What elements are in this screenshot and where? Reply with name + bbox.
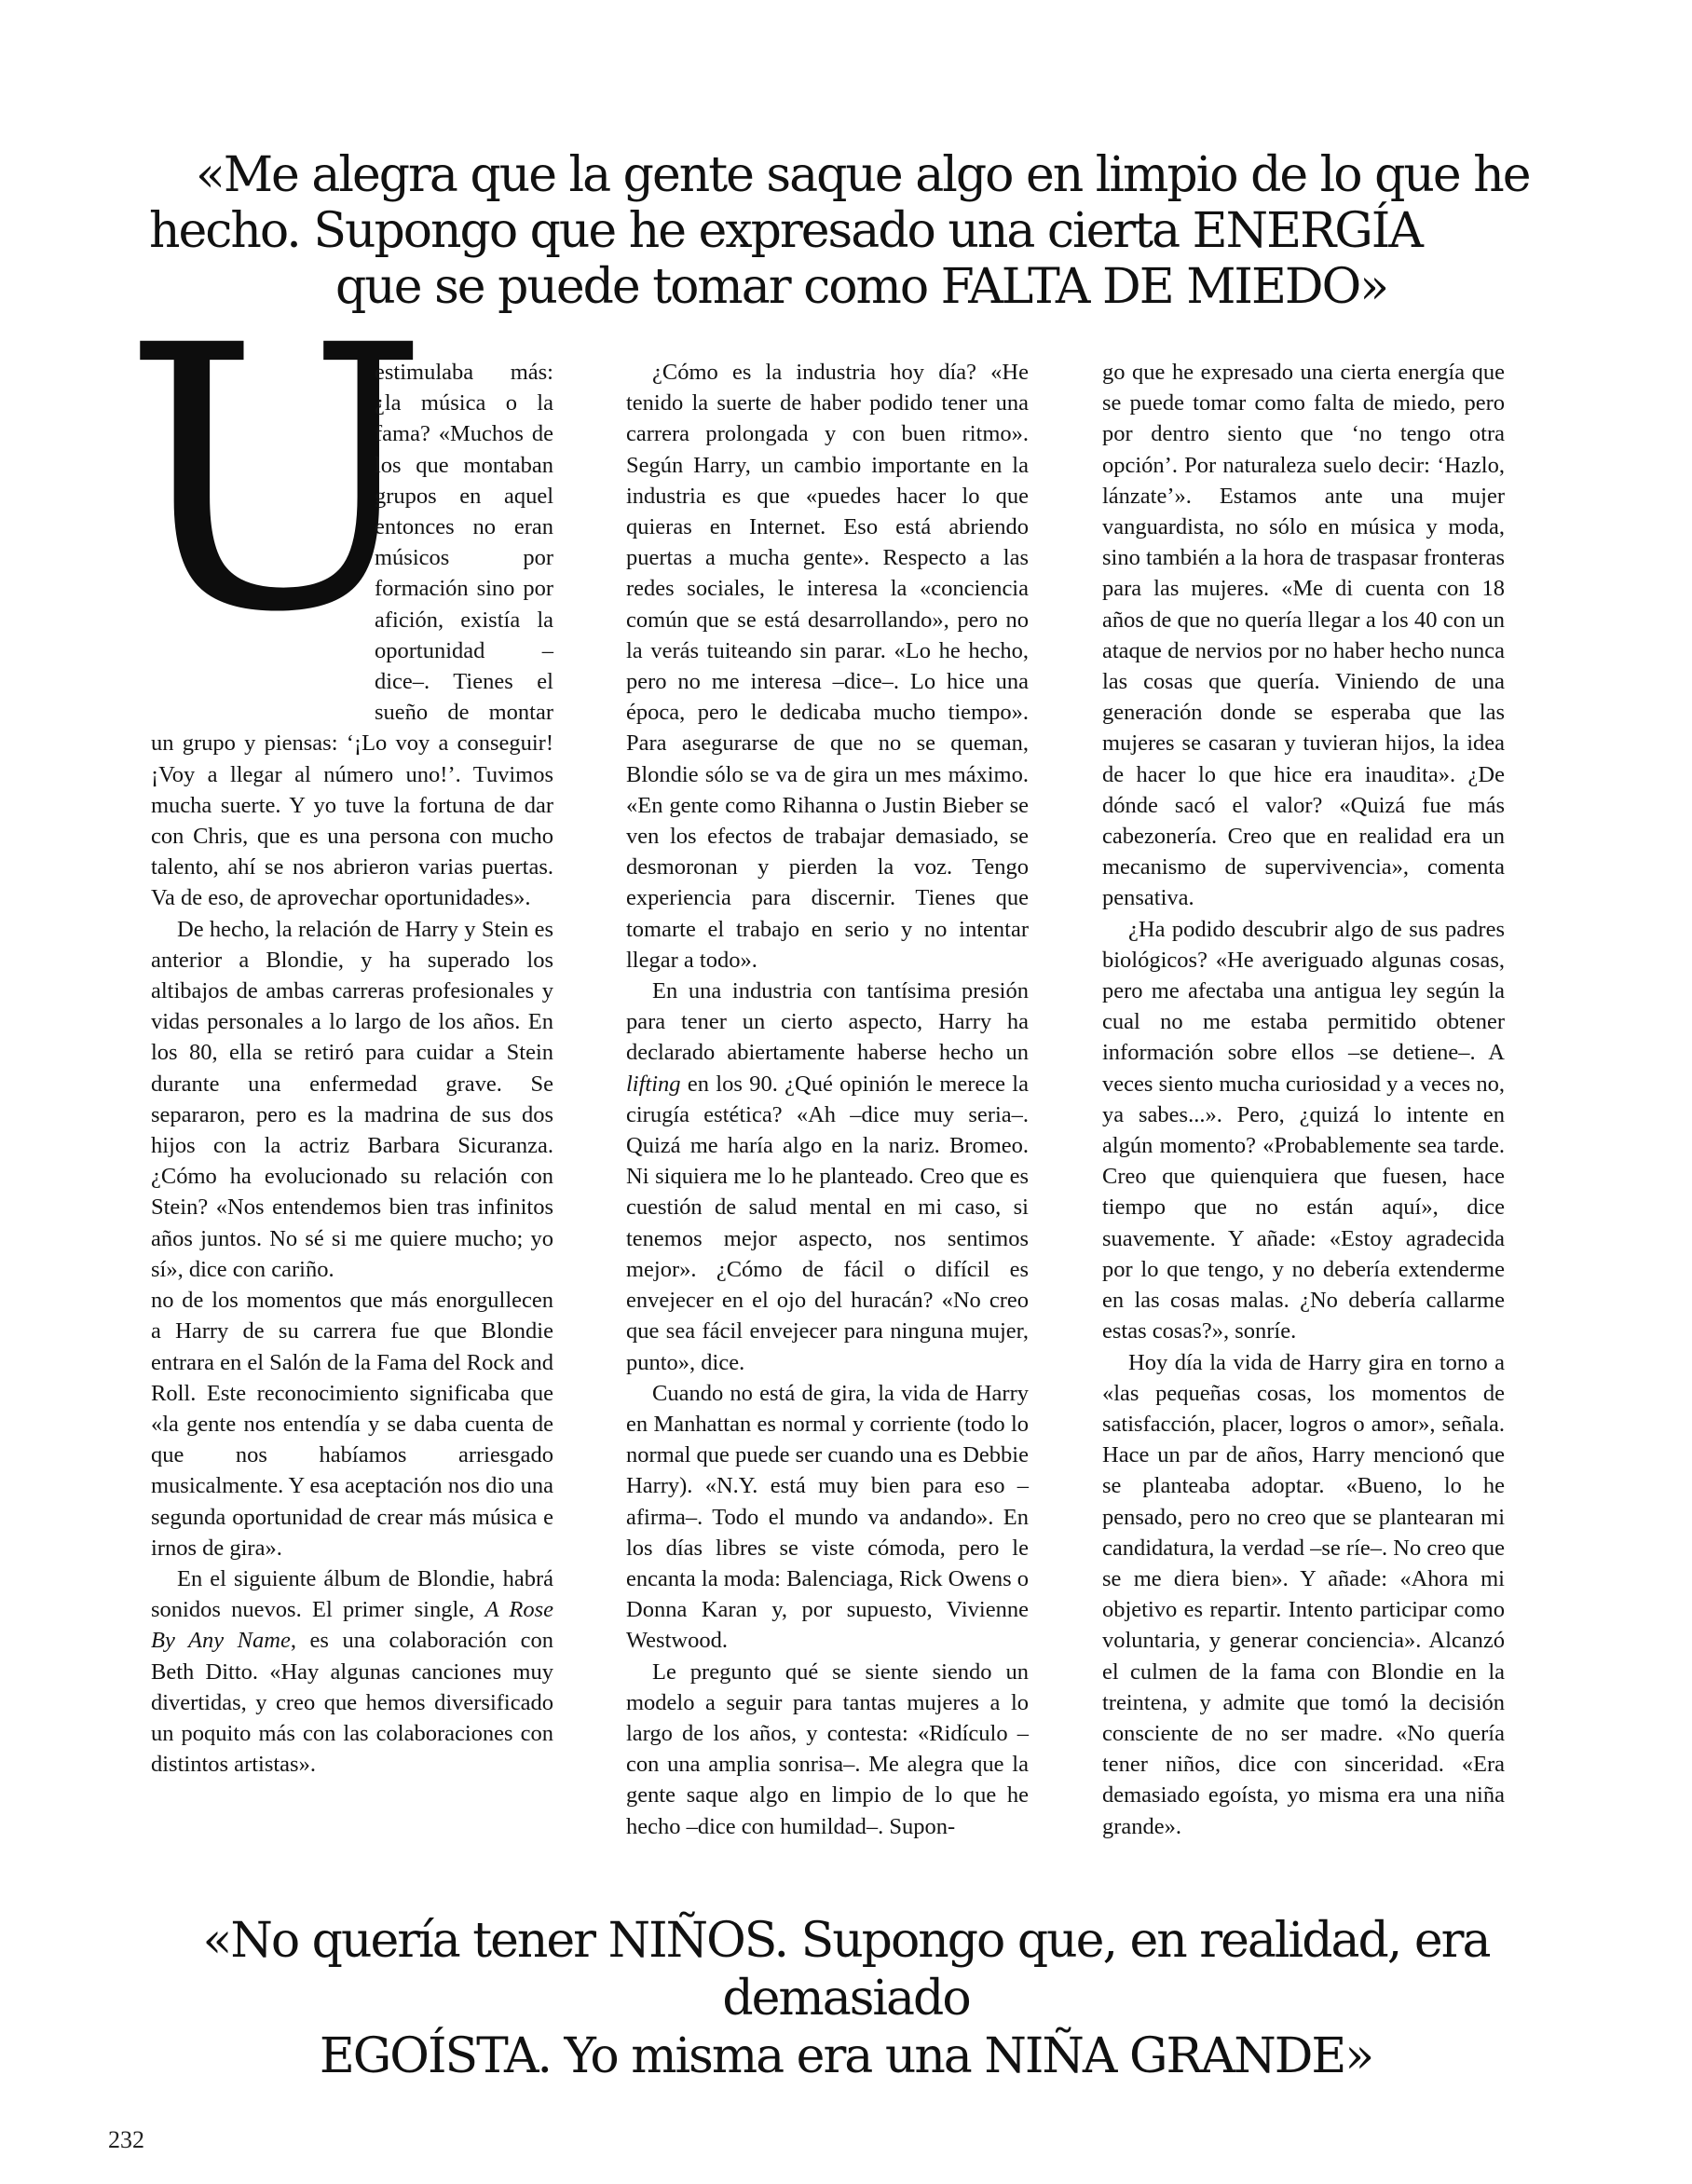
pull-quote-top-line: «Me alegra que la gente saque algo en limpio de lo que he bbox=[196, 147, 1530, 203]
paragraph: En el siguiente álbum de Blondie, habrá sonidos nuevos. El primer single, A Rose By Any Name, es una colaboración con Beth Ditto. «Hay algunas canciones muy divertidas, y creo que hemos diversificado un poquito más con las colaboraciones con distintos artistas». bbox=[151, 1565, 553, 1778]
paragraph: no de los momentos que más enorgullecen a Harry de su carrera fue que Blondie entrara en el Salón de la Fama del Rock and Roll. Este reconocimiento significaba que «la gente nos entendía y se daba cuenta de que nos habíamos arriesgado musicalmente. Y esa aceptación nos dio una segunda oportunidad de crear más música e irnos de gira». bbox=[151, 1288, 553, 1561]
paragraph: En una industria con tantísima presión para tener un cierto aspecto, Harry ha declarado abiertamente haberse hecho un lifting en los 90. ¿Qué opinión le merece la cirugía estética? «Ah –dice muy seria–. Quizá me haría algo en la nariz. Bromeo. Ni siquiera me lo he planteado. Creo que es cuestión de salud mental en mi caso, si tenemos mejor aspecto, nos sentimos mejor». ¿Cómo de fácil o difícil es envejecer en el ojo del huracán? «No creo que sea fácil envejecer para ninguna mujer, punto», dice. bbox=[626, 978, 1029, 1375]
paragraph: De hecho, la relación de Harry y Stein es anterior a Blondie, y ha superado los altibajos de ambas carreras profesionales y vidas personales a lo largo de los años. En los 80, ella se retiró para cuidar a Stein durante una enfermedad grave. Se separaron, pero es la madrina de sus dos hijos con la actriz Barbara Sicuranza. ¿Cómo ha evolucionado su relación con Stein? «Nos entendemos bien tras infinitos años juntos. No sé si me quiere mucho; yo sí», dice con cariño. bbox=[151, 916, 553, 1282]
single-title: A Rose By Any Name bbox=[151, 1597, 553, 1654]
paragraph: Le pregunto qué se siente siendo un modelo a seguir para tantas mujeres a lo largo de los años, y contesta: «Ridículo –con una amplia sonrisa–. Me alegra que la gente saque algo en limpio de lo que he hecho –dice con humildad–. Supon- bbox=[626, 1658, 1029, 1839]
pull-quote-top-line: hecho. Supongo que he expresado una cierta ENERGÍA bbox=[149, 203, 1422, 259]
paragraph: Hoy día la vida de Harry gira en torno a «las pequeñas cosas, los momentos de satisfacción, placer, logros o amor», señala. Hace un par de años, Harry mencionó que se planteaba adoptar. «Bueno, lo he pensado, pero no creo que se plantearan mi candidatura, la verdad –se ríe–. No creo que se me diera bien». Y añade: «Ahora mi objetivo es repartir. Intento participar como voluntaria, y generar conciencia». Alcanzó el culmen de la fama con Blondie en la treintena, y admite que tomó la decisión consciente de no ser madre. «No quería tener niños, dice con sinceridad. «Era demasiado egoísta, yo misma era una niña grande». bbox=[1102, 1349, 1505, 1839]
italic-term: lifting bbox=[626, 1071, 681, 1097]
paragraph: ¿Ha podido descubrir algo de sus padres biológicos? «He averiguado algunas cosas, pero me afectaba una antigua ley según la cual no me estaba permitido obtener información sobre ellos –se detiene–. A veces siento mucha curiosidad y a veces no, ya sabes...». Pero, ¿quizá lo intente en algún momento? «Probablemente sea tarde. Creo que quienquiera que fuesen, hace tiempo que no están aquí», dice suavemente. Y añade: «Estoy agradecida por lo que tengo, y no debería extenderme en las cosas malas. ¿No debería callarme estas cosas?», sonríe. bbox=[1102, 916, 1505, 1345]
paragraph: U estimulaba más: ¿la música o la fama? «Muchos de los que montaban grupos en aquel entonces no eran músicos por formación sino por afición, existía la oportunidad –dice–. Tienes el sueño de montar un grupo y piensas: ‘¡Lo voy a conseguir! ¡Voy a llegar al número uno!’. Tuvimos mucha suerte. Y yo tuve la fortuna de dar con Chris, que es una persona con mucho talento, ahí se nos abrieron varias puertas. Va de eso, de aprovechar oportunidades». bbox=[123, 268, 553, 911]
pull-quote-bottom-line: EGOÍSTA. Yo misma era una NIÑA GRANDE» bbox=[319, 2028, 1373, 2084]
article-column-2 bbox=[626, 357, 1029, 1842]
page-number: 232 bbox=[108, 2126, 144, 2153]
article-column-1 bbox=[123, 268, 553, 1780]
drop-cap: U bbox=[123, 268, 424, 691]
paragraph: ¿Cómo es la industria hoy día? «He tenido la suerte de haber podido tener una carrera prolongada y con buen ritmo». Según Harry, un cambio importante en la industria es que «puedes hacer lo que quieras en Internet. Eso está abriendo puertas a mucha gente». Respecto a las redes sociales, le interesa la «conciencia común que se está desarrollando», pero no la verás tuiteando sin parar. «Lo he hecho, pero no me interesa –dice–. Lo hice una época, pero le dedicaba mucho tiempo». Para asegurarse de que no se queman, Blondie sólo se va de gira un mes máximo. «En gente como Rihanna o Justin Bieber se ven los efectos de trabajar demasiado, se desmoronan y pierden la voz. Tengo experiencia para discernir. Tienes que tomarte el trabajo en serio y no intentar llegar a todo». bbox=[626, 360, 1029, 973]
article-column-3 bbox=[1102, 357, 1505, 1842]
pull-quote-bottom bbox=[93, 1912, 1599, 2085]
paragraph: Cuando no está de gira, la vida de Harry en Manhattan es normal y corriente (todo lo normal que puede ser cuando una es Debbie Harry). «N.Y. está muy bien para eso –afirma–. Todo el mundo va andando». En los días libres se viste cómoda, pero le encanta la moda: Balenciaga, Rick Owens o Donna Karan y, por supuesto, Vivienne Westwood. bbox=[626, 1380, 1029, 1654]
pull-quote-top-line: que se puede tomar como FALTA DE MIEDO» bbox=[335, 259, 1388, 315]
paragraph: go que he expresado una cierta energía que se puede tomar como falta de miedo, pero por dentro siento que ‘no tengo otra opción’. Por naturaleza suelo decir: ‘Hazlo, lánzate’». Estamos ante una mujer vanguardista, no sólo en música y moda, sino también a la hora de traspasar fronteras para las mujeres. «Me di cuenta con 18 años de que no quería llegar a los 40 con un ataque de nervios por no haber hecho nunca las cosas que quería. Viniendo de una generación donde se esperaba que las mujeres se casaran y tuvieran hijos, la idea de hacer lo que hice era inaudita». ¿De dónde sacó el valor? «Quizá fue más cabezonería. Creo que en realidad era un mecanismo de supervivencia», comenta pensativa. bbox=[1102, 360, 1505, 911]
pull-quote-bottom-line: «No quería tener NIÑOS. Supongo que, en realidad, era demasiado bbox=[202, 1913, 1490, 2027]
